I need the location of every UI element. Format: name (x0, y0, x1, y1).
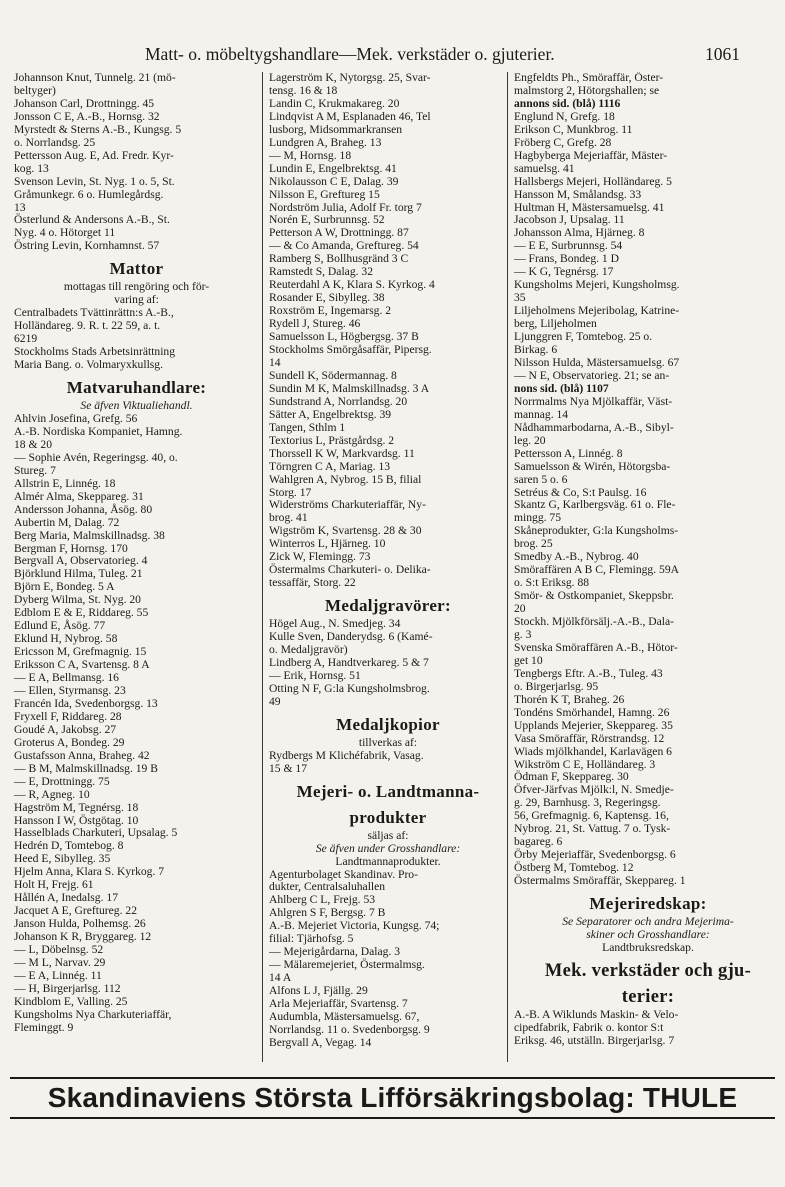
directory-entry: — K G, Tegnérsg. 17 (514, 265, 614, 279)
directory-entry: — Erik, Hornsg. 51 (269, 668, 361, 682)
directory-entry: Eriksg. 46, utställn. Birgerjarlsg. 7 (514, 1033, 675, 1047)
directory-entry: Nådhammarbodarna, A.-B., Sibyl- (514, 420, 674, 434)
directory-entry: — B M, Malmskillnadsg. 19 B (14, 761, 158, 775)
directory-entry: kog. 13 (14, 161, 49, 175)
directory-entry: Hultman H, Mästersamuelsg. 41 (514, 200, 665, 214)
directory-entry: Samuelsson & Wirén, Hötorgsba- (514, 459, 671, 473)
directory-entry: — Ellen, Styrmansg. 23 (14, 683, 126, 697)
directory-entry: mannag. 14 (514, 407, 569, 421)
directory-entry: Törngren C A, Mariag. 13 (269, 459, 391, 473)
directory-entry: Norrmalms Nya Mjölkaffär, Väst- (514, 394, 673, 408)
directory-entry: Nilsson E, Greftureg 15 (269, 187, 380, 201)
column-2 (269, 72, 507, 1072)
directory-entry: — L, Döbelnsg. 52 (14, 943, 104, 957)
directory-entry: Wahlgren A, Nybrog. 15 B, filial (269, 472, 422, 486)
directory-entry: Pettersson Aug. E, Ad. Fredr. Kyr- (14, 148, 174, 162)
column-3 (514, 72, 782, 1072)
directory-entry: Hansson I W, Östgötag. 10 (14, 813, 139, 827)
directory-entry: Goudé A, Jakobsg. 27 (14, 722, 117, 736)
directory-entry: Engfeldts Ph., Smöraffär, Öster- (514, 72, 664, 84)
directory-entry: Östermalms Charkuteri- o. Delika- (269, 563, 431, 577)
directory-entry: Ahlvin Josefina, Grefg. 56 (14, 411, 138, 425)
directory-entry: Bergvall A, Observatorieg. 4 (14, 554, 148, 568)
directory-entry: Storg. 17 (269, 485, 312, 499)
directory-entry: Johansson Alma, Hjärneg. 8 (514, 226, 645, 240)
directory-entry: samuelsg. 41 (514, 161, 575, 175)
directory-entry: Erikson C, Munkbrog. 11 (514, 122, 633, 136)
directory-entry: — Sophie Avén, Regeringsg. 40, o. (14, 450, 178, 464)
directory-entry: Smedby A.-B., Nybrog. 40 (514, 550, 639, 564)
directory-entry: Hansson M, Smålandsg. 33 (514, 187, 642, 201)
directory-entry: 49 (269, 694, 281, 708)
directory-entry: beltyger) (14, 83, 56, 97)
directory-entry: Nordström Julia, Adolf Fr. torg 7 (269, 200, 422, 214)
directory-entry: — M, Hornsg. 18 (269, 148, 352, 162)
directory-entry: Smör- & Ostkompaniet, Skeppsbr. (514, 589, 674, 603)
directory-entry: Rosander E, Sibylleg. 38 (269, 291, 385, 305)
directory-entry: Johanson K R, Bryggareg. 12 (14, 930, 152, 944)
directory-entry: Sätter A, Engelbrektsg. 39 (269, 407, 392, 421)
directory-entry: o. Birgerjarlsg. 95 (514, 679, 599, 693)
section-heading: Mejeriredskap: (589, 894, 707, 914)
directory-entry: Almér Alma, Skeppareg. 31 (14, 489, 144, 503)
directory-entry: g. 3 (514, 627, 532, 641)
directory-entry: A.-B. A Wiklunds Maskin- & Velo- (514, 1007, 679, 1021)
directory-entry: Hållén A, Inedalsg. 17 (14, 891, 118, 905)
banner-rule-bottom (10, 1117, 775, 1119)
directory-entry: Lagerström K, Nytorgsg. 25, Svar- (269, 72, 431, 84)
directory-entry: mingg. 75 (514, 511, 562, 525)
directory-entry: Svenska Smöraffären A.-B., Hötor- (514, 640, 678, 654)
directory-entry: Stockholms Smörgåsaffär, Pipersg. (269, 343, 432, 357)
directory-entry: Allstrin E, Linnég. 18 (14, 476, 116, 490)
directory-entry: Österlund & Andersons A.-B., St. (14, 213, 170, 227)
section-heading: Matvaruhandlare: (66, 378, 207, 398)
directory-entry: Wikström C E, Holländareg. 3 (514, 757, 656, 771)
directory-entry: 6219 (14, 332, 38, 346)
directory-entry: Hallsbergs Mejeri, Holländareg. 5 (514, 174, 672, 188)
directory-entry: Svenson Levin, St. Nyg. 1 o. 5, St. (14, 174, 175, 188)
directory-entry: Stockholms Stads Arbetsinrättning (14, 345, 176, 359)
directory-entry: Lindqvist A M, Esplanaden 46, Tel (269, 109, 431, 123)
directory-entry: Johannson Knut, Tunnelg. 21 (mö- (14, 72, 176, 84)
directory-columns (14, 72, 782, 1072)
section-note: Se äfven under Grosshandlare: (315, 841, 461, 855)
section-note: Se Separatorer och andra Mejerima- (562, 915, 734, 929)
directory-entry: Kungsholms Nya Charkuteriaffär, (14, 1007, 172, 1021)
directory-entry: Lundin E, Engelbrektsg. 41 (269, 161, 397, 175)
running-head (140, 44, 740, 68)
directory-entry: berg, Liljeholmen (514, 317, 597, 331)
directory-entry: Stureg. 7 (14, 463, 56, 477)
directory-entry: Heed E, Sibylleg. 35 (14, 852, 111, 866)
column-1 (14, 72, 259, 1072)
directory-entry: 20 (514, 602, 526, 616)
directory-entry: Kulle Sven, Danderydsg. 6 (Kamé- (269, 630, 433, 644)
directory-entry: Roxström E, Ingemarsg. 2 (269, 304, 392, 318)
directory-entry: Fryxell F, Riddareg. 28 (14, 709, 122, 723)
directory-entry: Holländareg. 9. R. t. 22 59, a. t. (14, 319, 161, 333)
directory-entry: nons sid. (blå) 1107 (514, 381, 609, 395)
directory-entry: Östberg M, Tomtebog. 12 (514, 861, 634, 875)
directory-entry: Östermalms Smöraffär, Skeppareg. 1 (514, 874, 686, 888)
directory-entry: g. 29, Barnhusg. 3, Regeringsg. (514, 796, 661, 810)
directory-entry: leg. 20 (514, 433, 546, 447)
directory-entry: Edlund E, Åsög. 77 (14, 619, 106, 633)
directory-entry: malmstorg 2, Hötorgshallen; se (514, 83, 660, 97)
directory-entry: Öfver-Järfvas Mjölk:l, N. Smedje- (514, 783, 674, 797)
directory-entry: Birkag. 6 (514, 343, 558, 357)
directory-entry: Maria Bang. o. Volmaryxkullsg. (14, 358, 163, 372)
directory-entry: Kindblom E, Valling. 25 (14, 994, 128, 1008)
directory-entry: — Mälaremejeriet, Östermalmsg. (269, 958, 425, 972)
directory-entry: dukter, Centralsaluhallen (269, 880, 386, 894)
directory-entry: Sundell K, Södermannag. 8 (269, 368, 397, 382)
directory-entry: lusborg, Midsommarkransen (269, 122, 403, 136)
directory-entry: Ramstedt S, Dalag. 32 (269, 265, 374, 279)
directory-entry: A.-B. Mejeriet Victoria, Kungsg. 74; (269, 919, 440, 933)
directory-entry: Högel Aug., N. Smedjeg. 34 (269, 617, 401, 631)
directory-entry: 15 & 17 (269, 761, 308, 775)
directory-entry: Bergman F, Hornsg. 170 (14, 541, 128, 555)
directory-entry: Jonsson C E, A.-B., Hornsg. 32 (14, 109, 160, 123)
directory-entry: Andersson Johanna, Åsög. 80 (14, 502, 153, 516)
directory-entry: Wiads mjölkhandel, Karlavägen 6 (514, 744, 672, 758)
directory-entry: Norrlandsg. 11 o. Svedenborgsg. 9 (269, 1022, 430, 1036)
directory-entry: Samuelsson L, Högbergsg. 37 B (269, 330, 419, 344)
page-number: 1061 (705, 44, 740, 64)
directory-entry: Norén E, Surbrunnsg. 52 (269, 213, 385, 227)
directory-entry: Holt H, Frejg. 61 (14, 878, 94, 892)
directory-entry: 14 A (269, 971, 292, 985)
directory-entry: Thorssell K W, Markvardsg. 11 (269, 446, 415, 460)
directory-entry: Nikolausson C E, Dalag. 39 (269, 174, 399, 188)
directory-entry: — N E, Observatorieg. 21; se an- (514, 368, 670, 382)
directory-entry: Lundgren A, Braheg. 13 (269, 135, 382, 149)
section-note: skiner och Grosshandlare: (586, 928, 710, 941)
directory-entry: Johanson Carl, Drottningg. 45 (14, 96, 155, 110)
directory-entry: Eklund H, Nybrog. 58 (14, 632, 118, 646)
banner-text: Skandinaviens Största Lifförsäkringsbolag: THULE (47, 1082, 738, 1113)
section-heading: produkter (349, 807, 427, 827)
banner-rule-top (10, 1077, 775, 1079)
section-note: säljas af: (367, 828, 409, 842)
directory-entry: — Frans, Bondeg. 1 D (514, 252, 619, 266)
directory-entry: 14 (269, 355, 281, 369)
directory-entry: Rydell J, Stureg. 46 (269, 317, 361, 331)
directory-entry: Jacquet A E, Greftureg. 22 (14, 904, 137, 918)
directory-entry: Skantz G, Karlbergsväg. 61 o. Fle- (514, 498, 676, 512)
directory-entry: Smöraffären A B C, Flemingg. 59A (514, 563, 679, 577)
directory-entry: Winterros L, Hjärneg. 10 (269, 537, 386, 551)
directory-entry: Ahlgren S F, Bergsg. 7 B (269, 906, 386, 920)
section-heading: Medaljkopior (336, 714, 440, 734)
directory-entry: Östring Levin, Kornhamnst. 57 (14, 239, 160, 253)
directory-entry: Tangen, Sthlm 1 (269, 420, 346, 434)
directory-entry: Agenturbolaget Skandinav. Pro- (269, 867, 418, 881)
directory-entry: tensg. 16 & 18 (269, 83, 338, 97)
section-heading: Mejeri- o. Landtmanna- (296, 781, 480, 801)
page-title: Matt- o. möbeltygshandlare—Mek. verkstäder o. gjuterier. (145, 44, 555, 64)
directory-entry: Thorén K T, Braheg. 26 (514, 692, 625, 706)
directory-entry: Hasselblads Charkuteri, Upsalag. 5 (14, 826, 178, 840)
directory-entry: 35 (514, 291, 526, 305)
directory-entry: Tengbergs Eftr. A.-B., Tuleg. 43 (514, 666, 663, 680)
directory-entry: Pettersson A, Linnég. 8 (514, 446, 623, 460)
directory-entry: Gustafsson Anna, Braheg. 42 (14, 748, 150, 762)
section-note: varing af: (114, 293, 159, 307)
directory-entry: Kungsholms Mejeri, Kungsholmsg. (514, 278, 680, 292)
directory-entry: get 10 (514, 653, 543, 667)
directory-entry: Liljeholmens Mejeribolag, Katrine- (514, 304, 680, 318)
directory-entry: Skåneprodukter, G:la Kungsholms- (514, 524, 679, 538)
directory-entry: Landin C, Krukmakareg. 20 (269, 96, 400, 110)
directory-entry: — R, Agneg. 10 (14, 787, 90, 801)
directory-entry: Textorius L, Prästgårdsg. 2 (269, 433, 395, 447)
directory-entry: Arla Mejeriaffär, Svartensg. 7 (269, 997, 408, 1011)
advertisement-banner (10, 1077, 775, 1119)
section-note: Landtmannaprodukter. (335, 854, 441, 868)
directory-entry: Janson Hulda, Polhemsg. 26 (14, 917, 146, 931)
directory-entry: — E A, Bellmansg. 16 (14, 671, 119, 685)
section-heading: Mek. verkstäder och gju- (544, 960, 752, 981)
directory-entry: tessaffär, Storg. 22 (269, 576, 356, 590)
directory-entry: filial: Tjärhofsg. 5 (269, 932, 354, 946)
directory-entry: brog. 25 (514, 537, 553, 551)
directory-entry: — M L, Narvav. 29 (14, 956, 106, 969)
directory-entry: Hjelm Anna, Klara S. Kyrkog. 7 (14, 865, 165, 879)
directory-entry: Ramberg S, Bollhusgränd 3 C (269, 252, 409, 266)
directory-entry: Dyberg Wilma, St. Nyg. 20 (14, 593, 141, 607)
directory-entry: o. Medaljgravör) (269, 643, 348, 657)
section-note: Se äfven Viktualiehandl. (80, 399, 193, 413)
directory-entry: Ödman F, Skeppareg. 30 (514, 770, 629, 784)
directory-entry: Björn E, Bondeg. 5 A (14, 580, 115, 594)
directory-entry: Myrstedt & Sterns A.-B., Kungsg. 5 (14, 122, 182, 136)
directory-entry: Jacobson J, Upsalag. 11 (514, 213, 625, 227)
directory-entry: 18 & 20 (14, 437, 53, 451)
directory-entry: Hedrén D, Tomtebog. 8 (14, 839, 124, 853)
directory-entry: Wigström K, Svartensg. 28 & 30 (269, 524, 422, 538)
directory-entry: Reuterdahl A K, Klara S. Kyrkog. 4 (269, 278, 435, 292)
directory-entry: — H, Birgerjarlsg. 112 (14, 981, 121, 995)
directory-entry: bagareg. 6 (514, 835, 563, 849)
directory-entry: Nybrog. 21, St. Vattug. 7 o. Tysk- (514, 822, 671, 836)
directory-entry: Englund N, Grefg. 18 (514, 109, 615, 123)
section-note: Landtbruksredskap. (602, 940, 694, 954)
directory-entry: Sundin M K, Malmskillnadsg. 3 A (269, 381, 430, 395)
directory-entry: — & Co Amanda, Greftureg. 54 (269, 239, 419, 253)
directory-entry: — Mejerigårdarna, Dalag. 3 (269, 945, 401, 959)
directory-entry: Ahlberg C L, Frejg. 53 (269, 893, 376, 907)
directory-entry: Edblom E & E, Riddareg. 55 (14, 606, 149, 620)
directory-entry: 56, Grefmagnig. 6, Kaptensg. 16, (514, 809, 669, 823)
directory-entry: Rydbergs M Klichéfabrik, Vasag. (269, 748, 424, 762)
directory-entry: Björklund Hilma, Tuleg. 21 (14, 567, 143, 581)
directory-entry: Nilsson Hulda, Mästersamuelsg. 67 (514, 355, 680, 369)
directory-entry: Eriksson C A, Svartensg. 8 A (14, 658, 150, 672)
section-note: mottagas till rengöring och för- (63, 280, 210, 294)
directory-entry: 13 (14, 200, 26, 214)
directory-entry: Hagström M, Tegnérsg. 18 (14, 800, 139, 814)
directory-entry: Fröberg C, Grefg. 28 (514, 135, 612, 149)
directory-entry: Aubertin M, Dalag. 72 (14, 515, 120, 529)
directory-entry: Ljunggren F, Tomtebog. 25 o. (514, 330, 653, 344)
directory-entry: Örby Mejeriaffär, Svedenborgsg. 6 (514, 848, 676, 862)
directory-entry: Otting N F, G:la Kungsholmsbrog. (269, 681, 430, 695)
directory-entry: saren 5 o. 6 (514, 472, 568, 486)
directory-entry: Vasa Smöraffär, Rörstrandsg. 12 (514, 731, 665, 745)
directory-entry: — E A, Linnég. 11 (14, 968, 102, 982)
directory-entry: Zick W, Flemingg. 73 (269, 550, 371, 564)
directory-entry: Petterson A W, Drottningg. 87 (269, 226, 409, 240)
directory-entry: Francén Ida, Svedenborgsg. 13 (14, 696, 158, 710)
directory-entry: Nyg. 4 o. Hötorget 11 (14, 226, 116, 240)
directory-entry: Lindberg A, Handtverkareg. 5 & 7 (269, 655, 429, 669)
directory-entry: Stockh. Mjölkförsälj.-A.-B., Dala- (514, 615, 675, 629)
directory-entry: — E E, Surbrunnsg. 54 (514, 239, 623, 253)
section-heading: terier: (621, 986, 675, 1007)
directory-entry: Widerströms Charkuteriaffär, Ny- (269, 498, 426, 512)
directory-entry: Berg Maria, Malmskillnadsg. 38 (14, 528, 165, 542)
directory-entry: A.-B. Nordiska Kompaniet, Hamng. (14, 424, 183, 438)
section-note: tillverkas af: (358, 735, 418, 749)
directory-entry: Setréus & Co, S:t Paulsg. 16 (514, 485, 647, 499)
section-heading: Medaljgravörer: (325, 596, 451, 616)
directory-entry: — E, Drottningg. 75 (14, 774, 110, 788)
directory-entry: Centralbadets Tvättinrättn:s A.-B., (14, 306, 174, 320)
directory-entry: Sundstrand A, Norrlandsg. 20 (269, 394, 408, 408)
directory-entry: brog. 41 (269, 511, 308, 525)
directory-entry: Audumbla, Mästersamuelsg. 67, (269, 1010, 420, 1023)
directory-entry: annons sid. (blå) 1116 (514, 96, 621, 110)
directory-entry: Bergvall A, Vegag. 14 (269, 1035, 372, 1049)
directory-entry: Alfons L J, Fjällg. 29 (269, 984, 368, 998)
directory-entry: Gråmunkegr. 6 o. Humlegårdsg. (14, 187, 164, 201)
directory-entry: Hagbyberga Mejeriaffär, Mäster- (514, 148, 668, 162)
directory-entry: Groterus A, Bondeg. 29 (14, 735, 125, 749)
directory-entry: Tondéns Smörhandel, Hamng. 26 (514, 705, 670, 719)
directory-entry: Ericsson M, Grefmagnig. 15 (14, 645, 147, 659)
directory-entry: cipedfabrik, Fabrik o. kontor S:t (514, 1020, 664, 1034)
directory-entry: o. S:t Eriksg. 88 (514, 576, 590, 590)
directory-entry: Upplands Mejerier, Skeppareg. 35 (514, 718, 673, 732)
directory-entry: Fleminggt. 9 (14, 1020, 74, 1034)
directory-entry: o. Norrlandsg. 25 (14, 135, 96, 149)
section-heading: Mattor (109, 259, 164, 279)
